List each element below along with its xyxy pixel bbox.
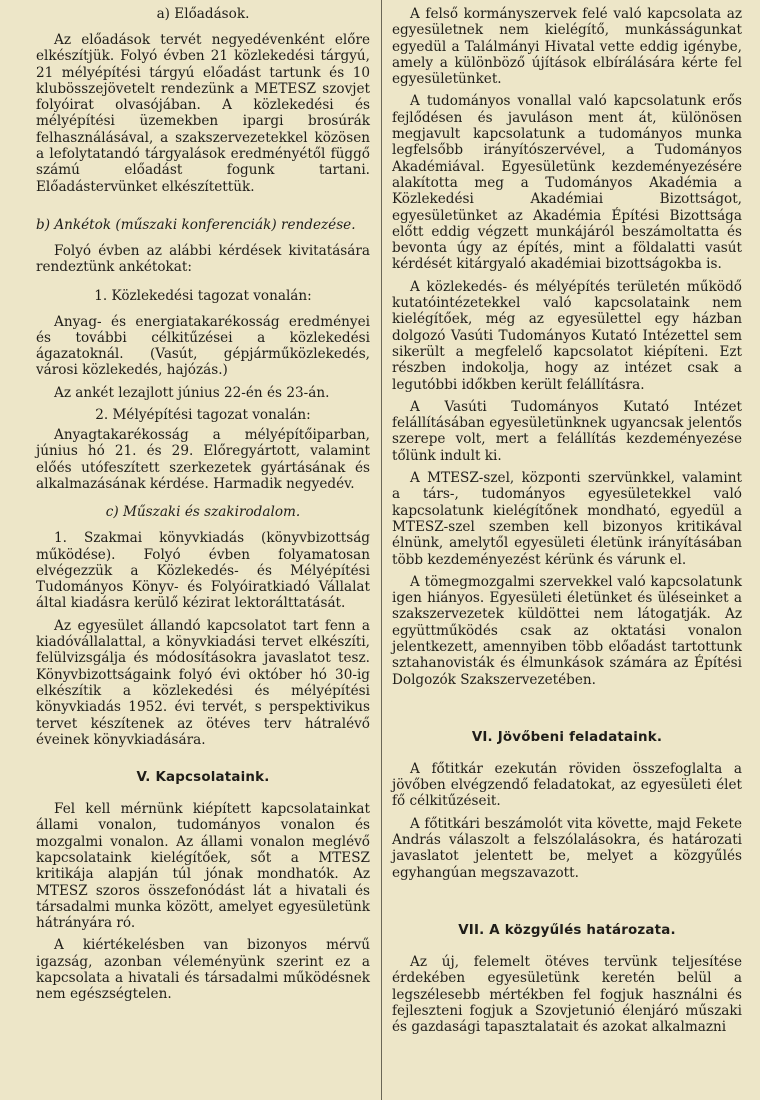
right-paragraph-1: A felső kormányszervek felé való kapcsolata az egyesületnek nem kielégítő, munkásságunkat egyedül a Találmányi Hivatal vette eddig igénybe, amely a különböző újítások elbírálására kérte fel egyesületünket. [392,6,742,88]
right-paragraph-4: A Vasúti Tudományos Kutató Intézet felállításában egyesületünknek ugyancsak jelentős szerepe volt, mert a felállítás kezdeményezése tőlünk indult ki. [392,398,742,464]
section-b2-heading: 2. Mélyépítési tagozat vonalán: [95,407,311,424]
right-paragraph-5: A MTESZ-szel, központi szervünkkel, valamint a társ-, tudományos egyesületekkel való kapcsolatunk kielégítőnek mondható, egyedül a MTESZ-szel szemben kell bizonyos kritikával élnünk, amelytől egyesületi életünk irányításában több kezdeményezést kérünk és várunk el. [392,470,742,568]
section-c-heading: c) Műszaki és szakirodalom. [105,504,301,521]
section-b1-heading: 1. Közlekedési tagozat vonalán: [94,287,312,304]
section-v-paragraph-1: Fel kell mérnünk kiépített kapcsolatainkat állami vonalon, tudományos vonalon és mozgalmi vonalon. Az állami vonalon meglévő kapcsolataink kielégítőek, sőt a MTESZ kritikája alapján túl jónak mondhatók. Az MTESZ szoros összefonódást lát a hivatali és társadalmi munka között, amelyet egyesületünk hátrányára ró. [36,801,370,932]
section-vi-heading: VI. Jövőbeni feladataink. [471,729,663,745]
section-vii-heading: VII. A közgyűlés határozata. [458,922,676,938]
right-paragraph-6: A tömegmozgalmi szervekkel való kapcsolatunk igen hiányos. Egyesületi életünket és üléseinket a szakszervezetek küldöttei nem látogatják. Az együttműködés csak az oktatási vonalon jelentkezett, amennyiben több előadást tartottunk sztahanovisták és élmunkások számára az Építési Dolgozók Szakszervezetében. [392,573,742,688]
section-a-heading: a) Előadások. [156,6,250,22]
section-b2-paragraph: Anyagtakarékosság a mélyépítőiparban, június hó 21. és 29. Előregyártott, valamint előés utófeszített szerkezetek gyártásának és alkalmazásának kérdése. Harmadik negyedév. [36,427,370,492]
section-b-heading: b) Ankétok (műszaki konferenciák) rendezése. [36,216,356,233]
right-column [392,6,742,1041]
section-v-paragraph-2: A kiértékelésben van bizonyos mérvű igazság, azonban véleményünk szerint ez a kapcsolata a hivatali és társadalmi működésnek nem egészségtelen. [36,937,370,1003]
left-column [36,6,370,1009]
section-b1-date: Az ankét lezajlott június 22-én és 23-án. [54,384,330,401]
section-c-paragraph-1: 1. Szakmai könyvkiadás (könyvbizottság működése). Folyó évben folyamatosan elvégezzük a Közlekedés- és Mélyépítési Tudományos Könyv- és Folyóiratkiadó Vállalat által kiadásra kerülő kézirat lektorálttatását. [36,530,370,612]
section-vii-paragraph-1: Az új, felemelt ötéves tervünk teljesítése érdekében egyesületünk keretén belül a legszélesebb mértékben fel fogjuk használni és fejleszteni fogjuk a Szovjetunió élenjáró műszaki és gazdasági tapasztalatait és azokat alkalmazni [392,953,742,1036]
section-b-paragraph: Folyó évben az alábbi kérdések kivitatására rendeztünk ankétokat: [36,242,370,276]
right-paragraph-2: A tudományos vonallal való kapcsolatunk erős fejlődésen és javuláson ment át, különösen megjavult kapcsolatunk a tudományos munka legfelsőbb irányítószervével, a Tudományos Akadémiával. Egyesületünk kezdeményezésére alakította meg a Tudományos Akadémia a Közlekedési Akadémiai Bizottságot, egyesületünket az Akadémia Építési Bizottsága előtt eddig végzett munkájáról beszámoltatta és bevonta úgy az építés, mint a földalatti vasút kérdését kitárgyaló akadémiai bizottságokba is. [392,93,742,273]
section-v-heading: V. Kapcsolataink. [136,770,270,786]
section-a-paragraph: Az előadások tervét negyedévenként előre elkészítjük. Folyó évben 21 közlekedési tárgyú, 21 mélyépítési tárgyú előadást tartunk és 10 klubösszejövetelt rendezünk a METESZ szovjet folyóirat olvasójában. A közlekedési és mélyépítési üzemekben ipargi brosúrák felhasználásával, a szakszervezetekkel közösen a lefolytatandó tárgyalások eredményétől függő számú előadást fogunk tartani. Előadástervünket elkészítettük. [36,32,370,195]
column-divider [381,0,382,1100]
section-vi-paragraph-2: A főtitkári beszámolót vita követte, majd Fekete András válaszolt a felszólalásokra, és határozati javaslatot jelentett be, melyet a közgyűlés egyhangúan megszavazott. [392,815,742,881]
section-vi-paragraph-1: A főtitkár ezekután röviden összefoglalta a jövőben elvégzendő feladatokat, az egyesületi élet fő célkitűzéseit. [392,760,742,810]
section-b1-paragraph: Anyag- és energiatakarékosság eredményei és további célkitűzései a közlekedési ágazatoknál. (Vasút, gépjárműközlekedés, városi közlekedés, hajózás.) [36,313,370,379]
right-paragraph-3: A közlekedés- és mélyépítés területén működő kutatóintézetekkel való kapcsolataink nem kielégítőek, még az egyesülettel egy házban dolgozó Vasúti Tudományos Kutató Intézettel sem sikerült a megfelelő kapcsolatot kiépíteni. Ezt részben indokolja, hogy az intézet csak a legutóbbi időkben került felállításra. [392,278,742,393]
section-c-paragraph-2: Az egyesület állandó kapcsolatot tart fenn a kiadóvállalattal, a könyvkiadási tervet elkészíti, felülvizsgálja és módosításokra javaslatot tesz. Könyvbizottságaink folyó évi október hó 30-ig elkészítik a közlekedési és mélyépítési könyvkiadás 1952. évi tervét, s perspektivikus tervet készítenek az ötéves terv hátralévő éveinek könyvkiadására. [36,617,370,748]
